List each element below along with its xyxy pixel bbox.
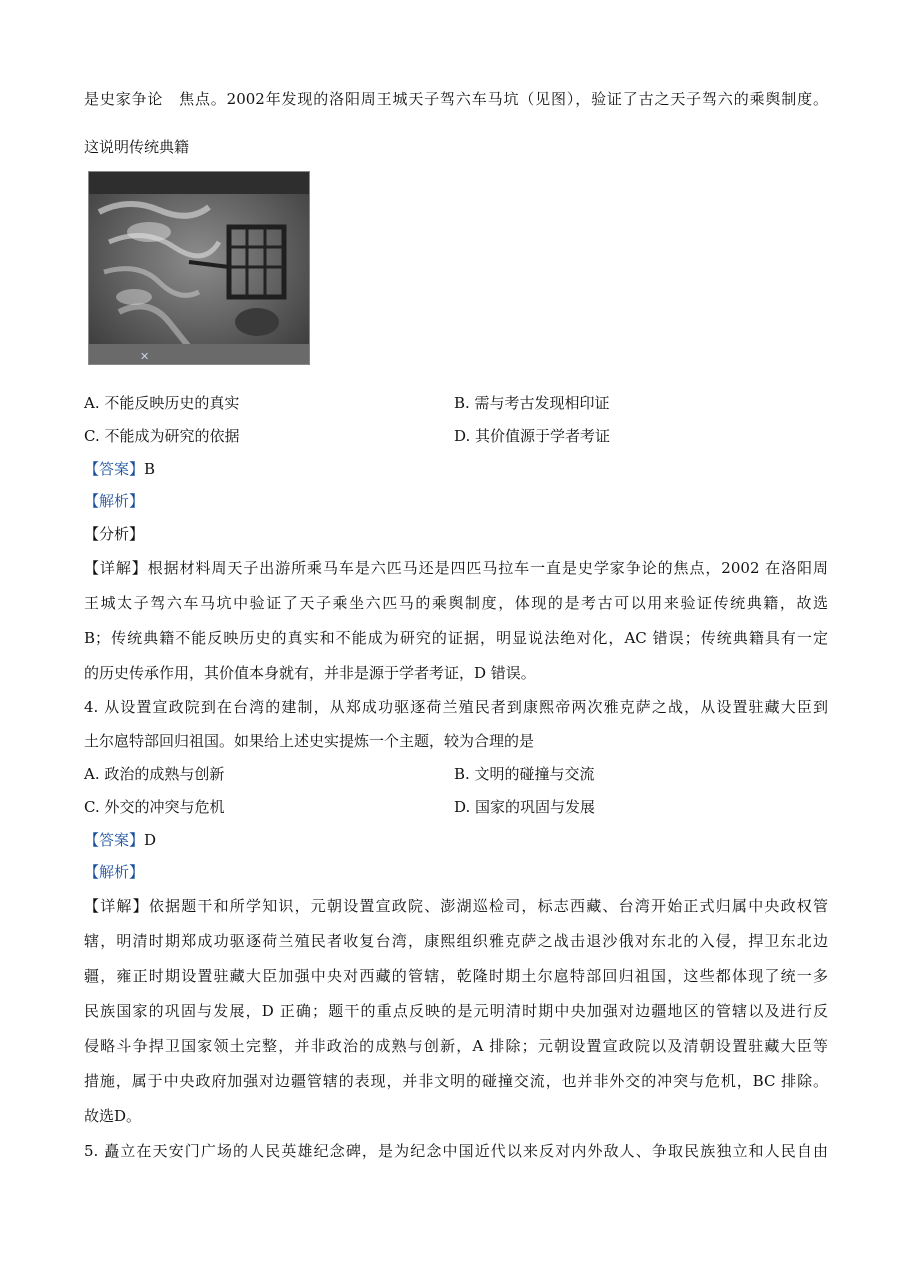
q4-option-c: C. 外交的冲突与危机	[84, 798, 225, 816]
watermark: ✕	[140, 350, 150, 363]
q4-detail-tag: 【详解】	[84, 897, 149, 915]
q3-option-a: A. 不能反映历史的真实	[84, 394, 240, 412]
chariot-pit-image	[89, 172, 309, 364]
q3-detail-line-2: 王城太子驾六车马坑中验证了天子乘坐六匹马的乘舆制度，体现的是考古可以用来验证传统典籍，故选	[84, 594, 828, 612]
q3-detail-line-1	[84, 558, 828, 578]
q3-detail-text-1: 根据材料周天子出游所乘马车是六匹马还是四匹马拉车一直是史学家争论的焦点，2002 在洛阳周	[147, 559, 828, 577]
q4-detail-line-4: 民族国家的巩固与发展，D 正确；题干的重点反映的是元明清时期中央加强对边疆地区的管辖以及进行反	[84, 1002, 828, 1020]
q4-detail-line-3: 疆，雍正时期设置驻藏大臣加强中央对西藏的管辖，乾隆时期土尔扈特部回归祖国，这些都体现了统一多	[84, 967, 828, 985]
q4-answer-tag: 【答案】	[84, 831, 145, 849]
q3-detail-tag: 【详解】	[84, 559, 148, 577]
q3-option-c: C. 不能成为研究的依据	[84, 427, 240, 445]
q3-answer-value: B	[144, 460, 156, 478]
q4-answer	[84, 830, 156, 850]
q4-detail-line-1	[84, 896, 828, 916]
chariot-pit-photo	[88, 171, 310, 365]
q4-analysis-tag: 【解析】	[84, 863, 145, 881]
q4-detail-text-1: 依据题干和所学知识，元朝设置宣政院、澎湖巡检司，标志西藏、台湾开始正式归属中央政权管	[148, 897, 828, 915]
q4-detail-line-5: 侵略斗争捍卫国家领土完整，并非政治的成熟与创新，A 排除；元朝设置宣政院以及清朝设置驻藏大臣等	[84, 1037, 828, 1055]
q3-detail-line-3: B；传统典籍不能反映历史的真实和不能成为研究的证据，明显说法绝对化，AC 错误；传统典籍具有一定	[84, 629, 828, 647]
q4-detail-line-6: 措施，属于中央政府加强对边疆管辖的表现，并非文明的碰撞交流，也并非外交的冲突与危机，BC 排除。	[84, 1072, 828, 1090]
q3-answer	[84, 459, 155, 479]
q4-option-a: A. 政治的成熟与创新	[84, 765, 225, 783]
q4-detail-line-2: 辖，明清时期郑成功驱逐荷兰殖民者收复台湾，康熙组织雅克萨之战击退沙俄对东北的入侵，捍卫东北边	[84, 932, 828, 950]
q4-option-b: B. 文明的碰撞与交流	[454, 765, 595, 783]
q4-answer-value: D	[144, 831, 157, 849]
intro-line-1: 是史家争论 焦点。2002年发现的洛阳周王城天子驾六车马坑（见图），验证了古之天子驾六的乘舆制度。	[84, 90, 828, 108]
q3-fenxi-tag: 【分析】	[84, 525, 145, 543]
q4-stem-line-1: 4. 从设置宣政院到在台湾的建制，从郑成功驱逐荷兰殖民者到康熙帝两次雅克萨之战，从设置驻藏大臣到	[84, 698, 828, 716]
q4-conclusion: 故选D。	[84, 1107, 142, 1125]
q4-stem-line-2: 土尔扈特部回归祖国。如果给上述史实提炼一个主题，较为合理的是	[84, 732, 535, 750]
q3-analysis-tag: 【解析】	[84, 492, 145, 510]
q4-option-d: D. 国家的巩固与发展	[454, 798, 596, 816]
q5-stem-line-1: 5. 矗立在天安门广场的人民英雄纪念碑，是为纪念中国近代以来反对内外敌人、争取民族独立和人民自由	[84, 1142, 828, 1160]
q3-option-d: D. 其价值源于学者考证	[454, 427, 611, 445]
q3-answer-tag: 【答案】	[84, 460, 145, 478]
q3-option-b: B. 需与考古发现相印证	[454, 394, 610, 412]
q3-detail-line-4: 的历史传承作用，其价值本身就有，并非是源于学者考证，D 错误。	[84, 664, 536, 682]
intro-line-2: 这说明传统典籍	[84, 138, 190, 156]
